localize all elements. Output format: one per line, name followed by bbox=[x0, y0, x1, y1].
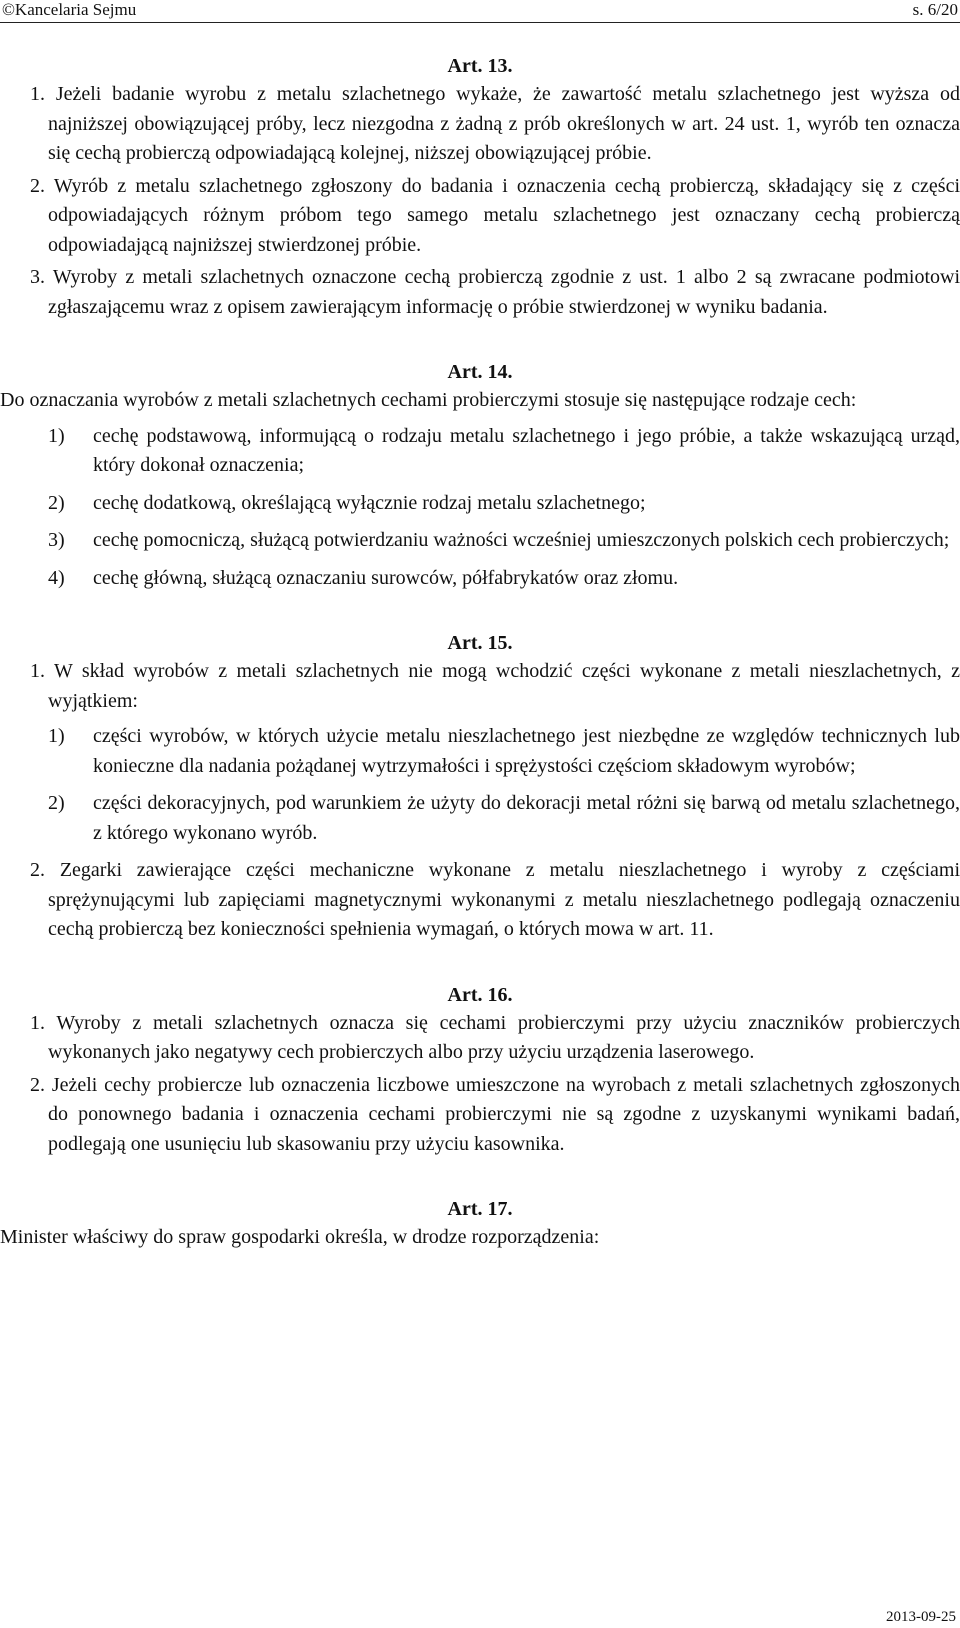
list-item-number: 2) bbox=[48, 491, 65, 514]
article-title: Art. 15. bbox=[447, 632, 513, 654]
document-body bbox=[0, 52, 960, 1289]
list-item-text: cechę pomocniczą, służącą potwierdzaniu ważności wcześniej umieszczonych polskich cech probierczych; bbox=[93, 529, 950, 551]
document-date: 2013-09-25 bbox=[886, 1609, 956, 1625]
paragraph-text: Jeżeli cechy probiercze lub oznaczenia liczbowe umieszczone na wyrobach z metali szlachetnych zgłoszonych do ponownego badania i oznaczenia cechami probierczymi nie są zgodne z uzyskanymi wynikami badań, podlegają one usunięciu lub skasowaniu przy użyciu kasownika. bbox=[48, 1073, 960, 1155]
list-item-text: części dekoracyjnych, pod warunkiem że użyty do dekoracji metal różni się barwą od metalu szlachetnego, z którego wykonano wyrób. bbox=[93, 792, 960, 844]
paragraph bbox=[0, 1009, 960, 1068]
paragraph-number: 2. bbox=[30, 859, 45, 881]
paragraph bbox=[0, 172, 960, 261]
paragraph-number: 3. bbox=[30, 266, 45, 288]
list-item bbox=[0, 789, 960, 848]
list-item bbox=[0, 422, 960, 481]
article-intro: Minister właściwy do spraw gospodarki określa, w drodze rozporządzenia: bbox=[0, 1226, 600, 1248]
article-15 bbox=[0, 629, 960, 945]
paragraph-text: Jeżeli badanie wyrobu z metalu szlachetnego wykaże, że zawartość metalu szlachetnego jest wyższa od najniższej obowiązującej próby, lecz niezgodna z żadną z prób określonych w art. 24 ust. 1, wyrób ten oznacza się cechą probierczą odpowiadającą kolejnej, niższej obowiązującej próbie. bbox=[48, 83, 960, 164]
article-16 bbox=[0, 981, 960, 1160]
paragraph-text: Wyroby z metali szlachetnych oznacza się cechami probierczymi przy użyciu znaczników probierczych wykonanych jako negatywy cech probierczych albo przy użyciu urządzenia laserowego. bbox=[48, 1011, 960, 1063]
list-item-text: cechę podstawową, informującą o rodzaju metalu szlachetnego i jego próbie, a także wskazującą urząd, który dokonał oznaczenia; bbox=[93, 424, 960, 476]
list-item-number: 1) bbox=[48, 424, 65, 447]
list-item-text: cechę główną, służącą oznaczaniu surowców, półfabrykatów oraz złomu. bbox=[93, 566, 679, 589]
article-intro: Do oznaczania wyrobów z metali szlachetnych cechami probierczymi stosuje się następujące rodzaje cech: bbox=[0, 389, 857, 411]
list-item-number: 4) bbox=[48, 566, 65, 589]
article-title: Art. 17. bbox=[447, 1198, 513, 1220]
enumeration-list bbox=[0, 722, 960, 848]
list-item-number: 1) bbox=[48, 725, 65, 747]
list-item bbox=[0, 526, 960, 556]
list-item bbox=[0, 564, 960, 594]
page-number: s. 6/20 bbox=[912, 0, 958, 19]
paragraph bbox=[0, 657, 960, 716]
paragraph-number: 2. bbox=[30, 174, 45, 197]
list-item-text: cechę dodatkową, określającą wyłącznie rodzaj metalu szlachetnego; bbox=[93, 491, 646, 514]
paragraph bbox=[0, 263, 960, 322]
paragraph bbox=[0, 1071, 960, 1160]
paragraph-number: 1. bbox=[30, 660, 45, 682]
paragraph-text: Wyroby z metali szlachetnych oznaczone cechą probierczą zgodnie z ust. 1 albo 2 są zwracane podmiotowi zgłaszającemu wraz z opisem zawierającym informację o próbie stwierdzonej w wyniku badania. bbox=[48, 266, 960, 318]
list-item-number: 3) bbox=[48, 529, 65, 551]
paragraph-number: 2. bbox=[30, 1073, 45, 1096]
list-item-number: 2) bbox=[48, 792, 65, 814]
paragraph-number: 1. bbox=[30, 1011, 45, 1034]
paragraph-text: W skład wyrobów z metali szlachetnych nie mogą wchodzić części wykonane z metali nieszlachetnych, z wyjątkiem: bbox=[48, 660, 960, 712]
article-17 bbox=[0, 1195, 960, 1253]
article-13 bbox=[0, 52, 960, 322]
paragraph-text: Zegarki zawierające części mechaniczne wykonane z metalu nieszlachetnego i wyroby z częściami sprężynującymi lub zapięciami magnetycznymi wykonanymi z metalu nieszlachetnego podlegają oznaczeniu cechą probierczą bez konieczności spełnienia wymagań, o których mowa w art. 11. bbox=[48, 859, 960, 940]
enumeration-list bbox=[0, 422, 960, 594]
paragraph bbox=[0, 856, 960, 945]
article-title: Art. 16. bbox=[447, 983, 513, 1006]
article-14 bbox=[0, 358, 960, 593]
article-title: Art. 13. bbox=[447, 55, 513, 77]
paragraph-text: Wyrób z metalu szlachetnego zgłoszony do badania i oznaczenia cechą probierczą, składający się z części odpowiadających różnym próbom tego samego metalu szlachetnego jest oznaczany cechą probierczą odpowiadającą najniższej stwierdzonej próbie. bbox=[48, 174, 960, 256]
list-item bbox=[0, 722, 960, 781]
paragraph-number: 1. bbox=[30, 83, 45, 105]
list-item bbox=[0, 489, 960, 519]
copyright-label: ©Kancelaria Sejmu bbox=[2, 0, 137, 19]
list-item-text: części wyrobów, w których użycie metalu nieszlachetnego jest niezbędne ze względów technicznych lub konieczne dla nadania pożądanej wytrzymałości i sprężystości częściom składowym wyrobów; bbox=[93, 725, 960, 777]
article-title: Art. 14. bbox=[447, 361, 513, 383]
paragraph bbox=[0, 80, 960, 169]
page-header bbox=[0, 0, 960, 23]
